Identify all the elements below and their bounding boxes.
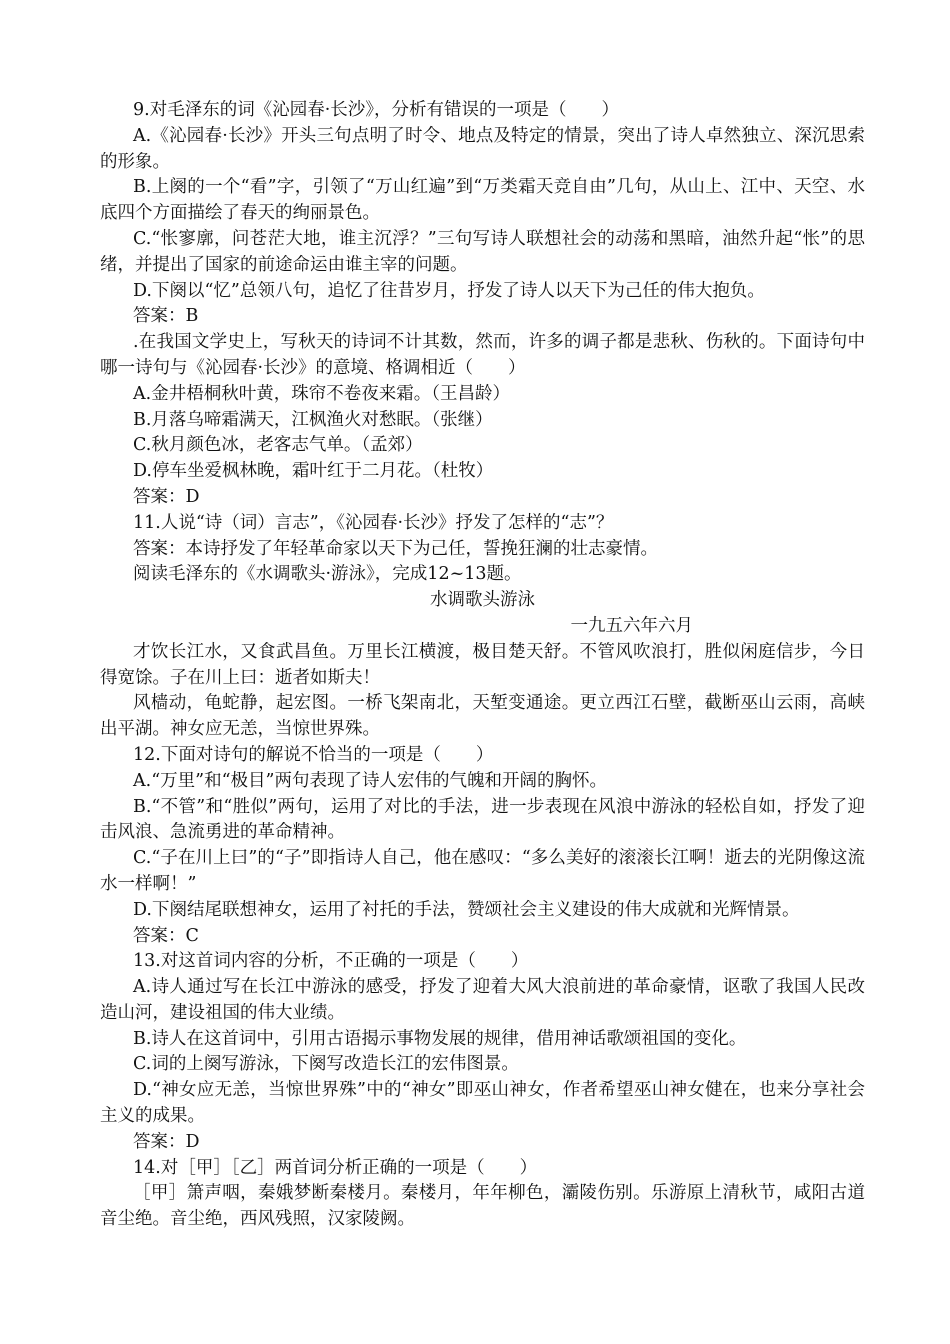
document-page [100, 98, 865, 1233]
poem-title: 水调歌头游泳 [430, 590, 535, 611]
paragraph: 才饮长江水，又食武昌鱼。万里长江横渡，极目楚天舒。不管风吹浪打，胜似闲庭信步，今日得宽馀。子在川上曰：逝者如斯夫！ [100, 641, 865, 688]
paragraph: A.诗人通过写在长江中游泳的感受，抒发了迎着大风大浪前进的革命豪情，讴歌了我国人民改造山河，建设祖国的伟大业绩。 [100, 977, 865, 1023]
paragraph: B.诗人在这首词中，引用古语揭示事物发展的规律，借用神话歌颂祖国的变化。 [133, 1028, 747, 1049]
paragraph: D.下阕结尾联想神女，运用了衬托的手法，赞颂社会主义建设的伟大成就和光辉情景。 [133, 899, 800, 920]
paragraph: .在我国文学史上，写秋天的诗词不计其数，然而，许多的调子都是悲秋、伤秋的。下面诗句中哪一诗句与《沁园春·长沙》的意境、格调相近（ ） [100, 332, 865, 378]
paragraph: A.“万里”和“极目”两句表现了诗人宏伟的气魄和开阔的胸怀。 [133, 770, 607, 791]
paragraph: D.停车坐爱枫林晚，霜叶红于二月花。（杜牧） [133, 461, 494, 482]
paragraph: 答案：D [133, 486, 200, 507]
paragraph: 答案：C [133, 925, 199, 946]
paragraph: B.上阕的一个“看”字，引领了“万山红遍”到“万类霜天竞自由”几句，从山上、江中、天空、水底四个方面描绘了春天的绚丽景色。 [100, 177, 865, 224]
paragraph: C.“怅寥廓，问苍茫大地，谁主沉浮？”三句写诗人联想社会的动荡和黑暗，油然升起“怅”的思绪，并提出了国家的前途命运由谁主宰的问题。 [100, 228, 865, 275]
paragraph: 阅读毛泽东的《水调歌头·游泳》，完成12~13题。 [133, 564, 522, 585]
paragraph: C.秋月颜色冰，老客志气单。（孟郊） [133, 435, 423, 456]
paragraph: C.“子在川上曰”的“子”即指诗人自己，他在感叹：“多么美好的滚滚长江啊！逝去的光阴像这流水一样啊！” [100, 848, 865, 894]
paragraph: 风樯动，龟蛇静，起宏图。一桥飞架南北，天堑变通途。更立西江石壁，截断巫山云雨，高峡出平湖。神女应无恙，当惊世界殊。 [100, 693, 865, 740]
paragraph: 答案：D [133, 1131, 200, 1152]
paragraph: A.《沁园春·长沙》开头三句点明了时令、地点及特定的情景，突出了诗人卓然独立、深沉思索的形象。 [100, 125, 865, 172]
paragraph: B.月落乌啼霜满天，江枫渔火对愁眠。（张继） [133, 409, 493, 430]
paragraph: A.金井梧桐秋叶黄，珠帘不卷夜来霜。（王昌龄） [133, 383, 510, 404]
paragraph: B.“不管”和“胜似”两句，运用了对比的手法，进一步表现在风浪中游泳的轻松自如，抒发了迎击风浪、急流勇进的革命精神。 [100, 796, 865, 843]
paragraph: D.下阕以“忆”总领八句，追忆了往昔岁月，抒发了诗人以天下为己任的伟大抱负。 [133, 280, 765, 301]
paragraph: 9.对毛泽东的词《沁园春·长沙》，分析有错误的一项是（ ） [133, 100, 620, 120]
paragraph: ［甲］箫声咽，秦娥梦断秦楼月。秦楼月，年年柳色，灞陵伤别。乐游原上清秋节，咸阳古道音尘绝。音尘绝，西风残照，汉家陵阙。 [100, 1183, 865, 1230]
paragraph: 13.对这首词内容的分析，不正确的一项是（ ） [133, 951, 529, 972]
paragraph: C.词的上阕写游泳，下阕写改造长江的宏伟图景。 [133, 1054, 519, 1075]
paragraph: 答案：本诗抒发了年轻革命家以天下为己任，誓挽狂澜的壮志豪情。 [133, 538, 658, 559]
poem-date: 一九五六年六月 [570, 615, 693, 636]
paragraph: 答案：B [133, 306, 199, 327]
paragraph: 12.下面对诗句的解说不恰当的一项是（ ） [133, 744, 494, 765]
paragraph: 11.人说“诗（词）言志”，《沁园春·长沙》抒发了怎样的“志”？ [133, 512, 614, 533]
paragraph: D.“神女应无恙，当惊世界殊”中的“神女”即巫山神女，作者希望巫山神女健在，也来分享社会主义的成果。 [100, 1080, 865, 1127]
paragraph: 14.对［甲］［乙］两首词分析正确的一项是（ ） [133, 1157, 538, 1178]
